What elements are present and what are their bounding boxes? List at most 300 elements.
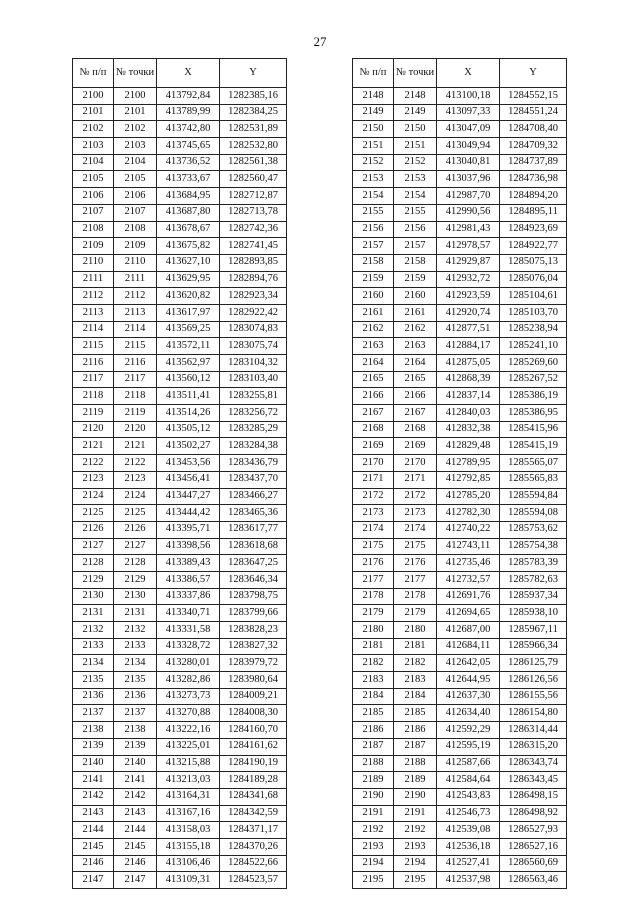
- cell-x: 412740,22: [437, 521, 500, 538]
- cell-number: 2112: [73, 288, 114, 305]
- cell-x: 413155,18: [157, 838, 220, 855]
- table-row: [73, 805, 287, 822]
- cell-y: 1285937,34: [500, 588, 567, 605]
- cell-point: 2105: [114, 171, 157, 188]
- cell-x: 412735,46: [437, 555, 500, 572]
- cell-number: 2149: [353, 104, 394, 121]
- cell-y: 1285966,34: [500, 638, 567, 655]
- cell-y: 1284190,19: [220, 755, 287, 772]
- cell-number: 2159: [353, 271, 394, 288]
- cell-number: 2133: [73, 638, 114, 655]
- cell-number: 2102: [73, 121, 114, 138]
- cell-number: 2154: [353, 188, 394, 205]
- cell-y: 1286126,56: [500, 672, 567, 689]
- cell-x: 412644,95: [437, 672, 500, 689]
- table-row: [73, 555, 287, 572]
- cell-point: 2161: [394, 304, 437, 321]
- cell-point: 2175: [394, 538, 437, 555]
- table-row: [353, 271, 567, 288]
- cell-number: 2138: [73, 722, 114, 739]
- table-row: [73, 355, 287, 372]
- table-header: [353, 59, 567, 88]
- cell-number: 2195: [353, 872, 394, 889]
- table-row: [353, 304, 567, 321]
- cell-y: 1285415,19: [500, 438, 567, 455]
- cell-number: 2132: [73, 622, 114, 639]
- cell-x: 413505,12: [157, 421, 220, 438]
- cell-y: 1284341,68: [220, 788, 287, 805]
- cell-x: 413037,96: [437, 171, 500, 188]
- cell-x: 413742,80: [157, 121, 220, 138]
- cell-point: 2103: [114, 138, 157, 155]
- table-row: [73, 288, 287, 305]
- cell-number: 2123: [73, 471, 114, 488]
- cell-point: 2135: [114, 672, 157, 689]
- cell-y: 1286560,69: [500, 855, 567, 872]
- cell-number: 2155: [353, 204, 394, 221]
- cell-y: 1283979,72: [220, 655, 287, 672]
- cell-x: 413164,31: [157, 788, 220, 805]
- column-header-y: Y: [500, 59, 567, 88]
- cell-y: 1282893,85: [220, 254, 287, 271]
- table-row: [73, 438, 287, 455]
- cell-y: 1283436,79: [220, 455, 287, 472]
- cell-point: 2192: [394, 822, 437, 839]
- cell-y: 1285076,04: [500, 271, 567, 288]
- table-row: [353, 738, 567, 755]
- cell-number: 2147: [73, 872, 114, 889]
- cell-point: 2146: [114, 855, 157, 872]
- cell-number: 2142: [73, 788, 114, 805]
- table-row: [73, 371, 287, 388]
- table-row: [353, 405, 567, 422]
- table-row: [73, 772, 287, 789]
- table-row: [73, 722, 287, 739]
- cell-number: 2143: [73, 805, 114, 822]
- cell-y: 1283465,36: [220, 505, 287, 522]
- cell-y: 1282742,36: [220, 221, 287, 238]
- table-row: [73, 88, 287, 105]
- cell-x: 412691,76: [437, 588, 500, 605]
- cell-x: 413328,72: [157, 638, 220, 655]
- table-row: [73, 538, 287, 555]
- cell-number: 2122: [73, 455, 114, 472]
- cell-y: 1284008,30: [220, 705, 287, 722]
- cell-y: 1282532,80: [220, 138, 287, 155]
- cell-x: 413106,46: [157, 855, 220, 872]
- cell-y: 1286563,46: [500, 872, 567, 889]
- cell-point: 2181: [394, 638, 437, 655]
- cell-x: 412642,05: [437, 655, 500, 672]
- cell-point: 2188: [394, 755, 437, 772]
- cell-x: 412587,66: [437, 755, 500, 772]
- table-row: [353, 755, 567, 772]
- cell-point: 2131: [114, 605, 157, 622]
- cell-number: 2101: [73, 104, 114, 121]
- cell-x: 412840,03: [437, 405, 500, 422]
- table-row: [353, 638, 567, 655]
- cell-x: 413280,01: [157, 655, 220, 672]
- cell-x: 412978,57: [437, 238, 500, 255]
- cell-number: 2179: [353, 605, 394, 622]
- cell-point: 2107: [114, 204, 157, 221]
- cell-point: 2138: [114, 722, 157, 739]
- cell-point: 2167: [394, 405, 437, 422]
- cell-y: 1282385,16: [220, 88, 287, 105]
- cell-y: 1285565,83: [500, 471, 567, 488]
- cell-y: 1286343,45: [500, 772, 567, 789]
- cell-y: 1284342,59: [220, 805, 287, 822]
- cell-point: 2145: [114, 838, 157, 855]
- cell-x: 413629,95: [157, 271, 220, 288]
- table-row: [73, 688, 287, 705]
- cell-y: 1286314,44: [500, 722, 567, 739]
- cell-y: 1284522,66: [220, 855, 287, 872]
- cell-y: 1284009,21: [220, 688, 287, 705]
- cell-point: 2176: [394, 555, 437, 572]
- cell-number: 2182: [353, 655, 394, 672]
- cell-point: 2151: [394, 138, 437, 155]
- cell-number: 2120: [73, 421, 114, 438]
- table-row: [353, 238, 567, 255]
- table-row: [73, 788, 287, 805]
- cell-number: 2144: [73, 822, 114, 839]
- cell-y: 1285783,39: [500, 555, 567, 572]
- cell-point: 2185: [394, 705, 437, 722]
- cell-y: 1285269,60: [500, 355, 567, 372]
- cell-x: 412634,40: [437, 705, 500, 722]
- table-row: [73, 455, 287, 472]
- table-row: [73, 204, 287, 221]
- cell-y: 1285754,38: [500, 538, 567, 555]
- cell-x: 413684,95: [157, 188, 220, 205]
- cell-x: 413502,27: [157, 438, 220, 455]
- cell-y: 1286315,20: [500, 738, 567, 755]
- cell-point: 2169: [394, 438, 437, 455]
- cell-y: 1283827,32: [220, 638, 287, 655]
- table-row: [353, 688, 567, 705]
- cell-number: 2130: [73, 588, 114, 605]
- cell-x: 412782,30: [437, 505, 500, 522]
- cell-number: 2148: [353, 88, 394, 105]
- cell-point: 2180: [394, 622, 437, 639]
- coordinates-table-left: [72, 58, 287, 889]
- cell-point: 2128: [114, 555, 157, 572]
- cell-x: 412990,56: [437, 204, 500, 221]
- cell-x: 413736,52: [157, 154, 220, 171]
- cell-number: 2166: [353, 388, 394, 405]
- table-row: [73, 304, 287, 321]
- cell-point: 2155: [394, 204, 437, 221]
- table-row: [73, 388, 287, 405]
- cell-x: 413282,86: [157, 672, 220, 689]
- cell-x: 413789,99: [157, 104, 220, 121]
- cell-y: 1283074,83: [220, 321, 287, 338]
- table-row: [353, 571, 567, 588]
- cell-point: 2117: [114, 371, 157, 388]
- table-row: [73, 672, 287, 689]
- cell-y: 1283646,34: [220, 571, 287, 588]
- cell-y: 1284737,89: [500, 154, 567, 171]
- cell-point: 2170: [394, 455, 437, 472]
- cell-number: 2168: [353, 421, 394, 438]
- cell-point: 2156: [394, 221, 437, 238]
- cell-number: 2180: [353, 622, 394, 639]
- cell-x: 412539,08: [437, 822, 500, 839]
- cell-number: 2104: [73, 154, 114, 171]
- table-row: [353, 121, 567, 138]
- column-header-y: Y: [220, 59, 287, 88]
- cell-number: 2128: [73, 555, 114, 572]
- table-row: [353, 321, 567, 338]
- cell-point: 2195: [394, 872, 437, 889]
- cell-number: 2178: [353, 588, 394, 605]
- cell-x: 413572,11: [157, 338, 220, 355]
- cell-x: 413331,58: [157, 622, 220, 639]
- coordinates-table-right: [352, 58, 567, 889]
- cell-point: 2102: [114, 121, 157, 138]
- cell-y: 1284736,98: [500, 171, 567, 188]
- cell-number: 2194: [353, 855, 394, 872]
- cell-x: 413386,57: [157, 571, 220, 588]
- cell-number: 2193: [353, 838, 394, 855]
- cell-number: 2183: [353, 672, 394, 689]
- cell-point: 2184: [394, 688, 437, 705]
- cell-point: 2144: [114, 822, 157, 839]
- cell-point: 2157: [394, 238, 437, 255]
- cell-point: 2126: [114, 521, 157, 538]
- table-row: [353, 421, 567, 438]
- cell-y: 1285594,84: [500, 488, 567, 505]
- table-row: [353, 204, 567, 221]
- table-row: [353, 455, 567, 472]
- table-body: [353, 88, 567, 889]
- cell-y: 1284370,26: [220, 838, 287, 855]
- cell-number: 2157: [353, 238, 394, 255]
- cell-point: 2193: [394, 838, 437, 855]
- table-row: [73, 521, 287, 538]
- cell-point: 2134: [114, 655, 157, 672]
- table-row: [353, 655, 567, 672]
- cell-x: 412884,17: [437, 338, 500, 355]
- cell-y: 1285938,10: [500, 605, 567, 622]
- cell-y: 1285415,96: [500, 421, 567, 438]
- cell-number: 2167: [353, 405, 394, 422]
- cell-number: 2136: [73, 688, 114, 705]
- cell-x: 413158,03: [157, 822, 220, 839]
- cell-y: 1283103,40: [220, 371, 287, 388]
- cell-y: 1285238,94: [500, 321, 567, 338]
- cell-point: 2113: [114, 304, 157, 321]
- table-row: [353, 505, 567, 522]
- cell-number: 2121: [73, 438, 114, 455]
- cell-x: 413745,65: [157, 138, 220, 155]
- cell-y: 1285386,19: [500, 388, 567, 405]
- cell-y: 1285267,52: [500, 371, 567, 388]
- cell-x: 413337,86: [157, 588, 220, 605]
- table-row: [73, 171, 287, 188]
- cell-number: 2191: [353, 805, 394, 822]
- cell-number: 2109: [73, 238, 114, 255]
- column-header-number: № п/п: [353, 59, 394, 88]
- table-row: [73, 321, 287, 338]
- table-row: [353, 171, 567, 188]
- cell-number: 2140: [73, 755, 114, 772]
- cell-point: 2122: [114, 455, 157, 472]
- table-row: [353, 221, 567, 238]
- cell-point: 2140: [114, 755, 157, 772]
- cell-x: 413167,16: [157, 805, 220, 822]
- cell-x: 413047,09: [437, 121, 500, 138]
- cell-number: 2150: [353, 121, 394, 138]
- cell-y: 1285967,11: [500, 622, 567, 639]
- cell-number: 2119: [73, 405, 114, 422]
- cell-point: 2183: [394, 672, 437, 689]
- cell-number: 2186: [353, 722, 394, 739]
- cell-point: 2133: [114, 638, 157, 655]
- cell-point: 2154: [394, 188, 437, 205]
- cell-y: 1283437,70: [220, 471, 287, 488]
- cell-x: 412537,98: [437, 872, 500, 889]
- cell-point: 2141: [114, 772, 157, 789]
- column-header-number: № п/п: [73, 59, 114, 88]
- cell-number: 2107: [73, 204, 114, 221]
- cell-x: 412923,59: [437, 288, 500, 305]
- cell-x: 413620,82: [157, 288, 220, 305]
- cell-x: 412637,30: [437, 688, 500, 705]
- table-row: [353, 605, 567, 622]
- cell-x: 413100,18: [437, 88, 500, 105]
- table-row: [73, 104, 287, 121]
- table-row: [73, 405, 287, 422]
- cell-x: 412732,57: [437, 571, 500, 588]
- cell-x: 413213,03: [157, 772, 220, 789]
- cell-x: 412875,05: [437, 355, 500, 372]
- cell-y: 1283075,74: [220, 338, 287, 355]
- cell-x: 413617,97: [157, 304, 220, 321]
- cell-y: 1283618,68: [220, 538, 287, 555]
- cell-y: 1282713,78: [220, 204, 287, 221]
- table-row: [353, 355, 567, 372]
- cell-y: 1285386,95: [500, 405, 567, 422]
- cell-number: 2146: [73, 855, 114, 872]
- table-header: [73, 59, 287, 88]
- cell-y: 1286498,15: [500, 788, 567, 805]
- cell-y: 1284923,69: [500, 221, 567, 238]
- table-row: [353, 138, 567, 155]
- cell-x: 412877,51: [437, 321, 500, 338]
- cell-y: 1283798,75: [220, 588, 287, 605]
- cell-x: 412792,85: [437, 471, 500, 488]
- cell-y: 1286527,93: [500, 822, 567, 839]
- table-row: [353, 822, 567, 839]
- table-row: [353, 805, 567, 822]
- cell-x: 413687,80: [157, 204, 220, 221]
- table-row: [73, 638, 287, 655]
- cell-y: 1284552,15: [500, 88, 567, 105]
- cell-point: 2123: [114, 471, 157, 488]
- cell-x: 413627,10: [157, 254, 220, 271]
- table-row: [73, 605, 287, 622]
- cell-x: 413109,31: [157, 872, 220, 889]
- cell-x: 412789,95: [437, 455, 500, 472]
- cell-number: 2189: [353, 772, 394, 789]
- cell-point: 2137: [114, 705, 157, 722]
- table-row: [73, 738, 287, 755]
- cell-number: 2163: [353, 338, 394, 355]
- cell-x: 413792,84: [157, 88, 220, 105]
- cell-y: 1282712,87: [220, 188, 287, 205]
- table-row: [353, 672, 567, 689]
- cell-x: 413040,81: [437, 154, 500, 171]
- cell-y: 1282894,76: [220, 271, 287, 288]
- cell-point: 2115: [114, 338, 157, 355]
- cell-number: 2114: [73, 321, 114, 338]
- cell-y: 1286155,56: [500, 688, 567, 705]
- cell-point: 2189: [394, 772, 437, 789]
- cell-point: 2186: [394, 722, 437, 739]
- cell-point: 2108: [114, 221, 157, 238]
- cell-point: 2100: [114, 88, 157, 105]
- cell-y: 1283617,77: [220, 521, 287, 538]
- cell-point: 2143: [114, 805, 157, 822]
- table-row: [73, 421, 287, 438]
- table-row: [353, 254, 567, 271]
- cell-point: 2173: [394, 505, 437, 522]
- cell-point: 2158: [394, 254, 437, 271]
- cell-y: 1283255,81: [220, 388, 287, 405]
- cell-number: 2171: [353, 471, 394, 488]
- cell-point: 2149: [394, 104, 437, 121]
- cell-x: 412743,11: [437, 538, 500, 555]
- cell-y: 1284523,57: [220, 872, 287, 889]
- cell-y: 1282384,25: [220, 104, 287, 121]
- table-row: [73, 221, 287, 238]
- cell-number: 2108: [73, 221, 114, 238]
- cell-number: 2105: [73, 171, 114, 188]
- table-row: [73, 154, 287, 171]
- cell-y: 1284161,62: [220, 738, 287, 755]
- cell-y: 1284709,32: [500, 138, 567, 155]
- cell-x: 413511,41: [157, 388, 220, 405]
- cell-number: 2135: [73, 672, 114, 689]
- cell-number: 2184: [353, 688, 394, 705]
- table-row: [73, 571, 287, 588]
- cell-y: 1284371,17: [220, 822, 287, 839]
- cell-x: 413222,16: [157, 722, 220, 739]
- cell-point: 2116: [114, 355, 157, 372]
- cell-x: 413675,82: [157, 238, 220, 255]
- cell-number: 2187: [353, 738, 394, 755]
- cell-x: 413569,25: [157, 321, 220, 338]
- cell-y: 1282922,42: [220, 304, 287, 321]
- cell-point: 2174: [394, 521, 437, 538]
- cell-number: 2175: [353, 538, 394, 555]
- cell-number: 2169: [353, 438, 394, 455]
- cell-y: 1284895,11: [500, 204, 567, 221]
- table-row: [73, 488, 287, 505]
- cell-point: 2191: [394, 805, 437, 822]
- cell-point: 2142: [114, 788, 157, 805]
- cell-x: 412546,73: [437, 805, 500, 822]
- cell-y: 1285103,70: [500, 304, 567, 321]
- cell-number: 2176: [353, 555, 394, 572]
- cell-y: 1283466,27: [220, 488, 287, 505]
- cell-y: 1285104,61: [500, 288, 567, 305]
- cell-number: 2118: [73, 388, 114, 405]
- cell-y: 1283828,23: [220, 622, 287, 639]
- cell-number: 2170: [353, 455, 394, 472]
